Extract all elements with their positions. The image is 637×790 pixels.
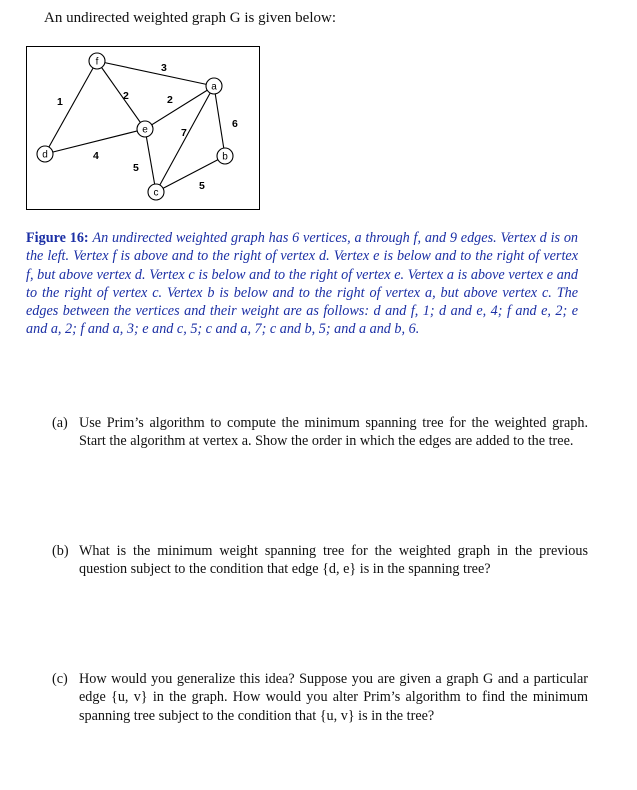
vertex-a-label: a: [211, 81, 217, 93]
edge-d-f: [45, 61, 97, 154]
weight-f-e: 2: [123, 90, 129, 102]
vertex-c-label: c: [153, 187, 159, 199]
question-b-label: (b): [52, 543, 69, 559]
weight-f-a: 3: [161, 62, 167, 74]
question-b: [52, 542, 588, 579]
edge-f-a: [97, 61, 214, 86]
caption-label: Figure 16:: [26, 230, 89, 246]
edge-f-e: [97, 61, 145, 129]
weight-d-e: 4: [93, 150, 99, 162]
weight-e-a: 2: [167, 94, 173, 106]
vertex-e: [137, 121, 153, 137]
vertex-b-label: b: [222, 151, 228, 163]
vertex-d-label: d: [42, 149, 48, 161]
vertex-b: [217, 148, 233, 164]
weight-c-b: 5: [199, 180, 205, 192]
vertex-d: [37, 146, 53, 162]
graph-figure: [26, 46, 260, 210]
edge-e-a: [145, 86, 214, 129]
question-b-text: What is the minimum weight spanning tree for the weighted graph in the previous question subject to the condition that edge {d, e} is in the spanning tree?: [79, 543, 588, 578]
question-c-label: (c): [52, 671, 68, 687]
edge-a-b: [214, 86, 225, 156]
vertex-f-label: f: [95, 56, 99, 68]
intro-text: An undirected weighted graph G is given below:: [44, 10, 337, 26]
question-a-label: (a): [52, 415, 68, 431]
caption-text: An undirected weighted graph has 6 vertices, a through f, and 9 edges. Vertex d is on the left. Vertex f is above and to the right of vertex d. Vertex e is below and to the right of vertex f, but above vertex d. Vertex c is below and to the right of vertex e. Vertex a is above vertex e and to the right of vertex c. Vertex b is below and to the right of vertex a, but above vertex c. The edges between the vertices and their weight are as follows: d and f, 1; d and e, 4; f and e, 2; e and a, 2; f and a, 3; e and c, 5; c and a, 7; c and b, 5; and a and b, 6.: [26, 230, 579, 338]
weight-a-b: 6: [232, 118, 238, 130]
figure-caption: [26, 229, 578, 339]
weight-c-a: 7: [181, 127, 187, 139]
question-a-text: Use Prim’s algorithm to compute the minimum spanning tree for the weighted graph. Start the algorithm at vertex a. Show the order in which the edges are added to the tree.: [79, 415, 588, 450]
edge-e-c: [145, 129, 156, 192]
graph-svg: [27, 47, 261, 211]
weight-e-c: 5: [133, 162, 139, 174]
vertex-e-label: e: [142, 124, 148, 136]
edge-c-a: [156, 86, 214, 192]
question-c-text: How would you generalize this idea? Suppose you are given a graph G and a particular edge {u, v} in the graph. How would you alter Prim’s algorithm to find the minimum spanning tree subject to the condition that {u, v} is in the tree?: [79, 671, 588, 724]
weight-d-f: 1: [57, 96, 63, 108]
vertex-c: [148, 184, 164, 200]
question-a: [52, 414, 588, 451]
vertex-f: [89, 53, 105, 69]
vertex-a: [206, 78, 222, 94]
question-c: [52, 670, 588, 725]
